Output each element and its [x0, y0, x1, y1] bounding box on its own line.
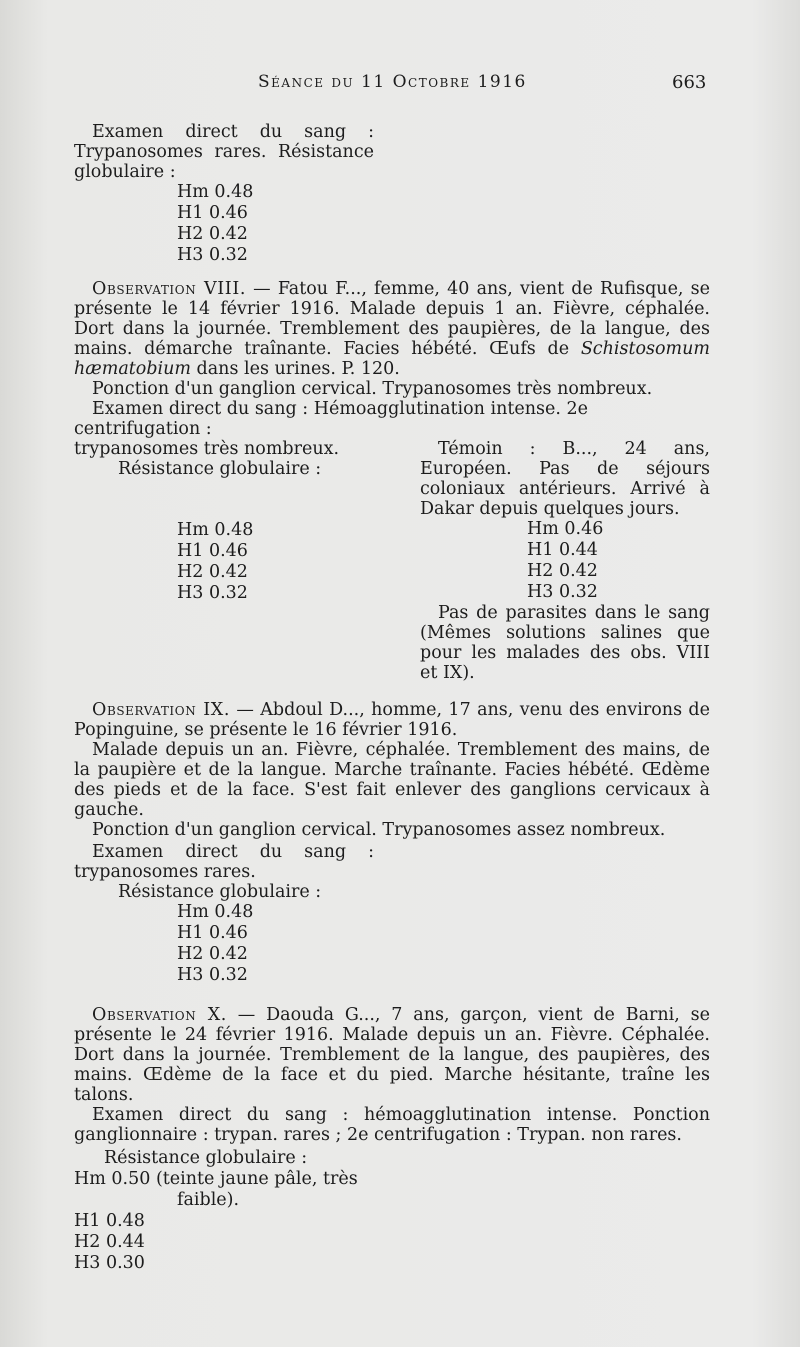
observation-text: Malade depuis un an. Fièvre, céphalée. Tremblement des mains, de la paupière et de la langue. Marche traînante. Facies hébété. Œdème des pieds et de la face. S'est fait enlever des ganglions cervicaux à gauche.: [74, 740, 710, 820]
resistance-value-continued: faible).: [177, 1190, 240, 1210]
resistance-label: Résistance globulaire :: [104, 1148, 308, 1168]
resistance-value: Hm 0.48: [177, 520, 254, 540]
control-resistance-table: [527, 519, 710, 603]
resistance-table: [74, 1148, 710, 1274]
resistance-value: H2 0.42: [177, 944, 248, 964]
observation-heading: Observation VIII.: [92, 279, 246, 299]
observation-viii: [74, 279, 710, 379]
exam-paragraph: Examen direct du sang : hémoagglutination intense. Ponction ganglionnaire : trypan. rares ; 2e centrifugation : Trypan. non rares.: [74, 1105, 710, 1145]
two-column-block: [74, 439, 710, 683]
resistance-value: Hm 0.48: [177, 902, 254, 922]
resistance-value: H1 0.46: [177, 923, 248, 943]
resistance-value: H1 0.46: [177, 541, 248, 561]
ponction-paragraph: Ponction d'un ganglion cervical. Trypanosomes très nombreux.: [92, 379, 653, 399]
resistance-value: H3 0.32: [177, 583, 248, 603]
resistance-value: H2 0.44: [74, 1232, 145, 1252]
resistance-value: H2 0.42: [177, 224, 248, 244]
resistance-value: H1 0.44: [527, 540, 598, 560]
resistance-value: H1 0.48: [74, 1211, 145, 1231]
resistance-value: Hm 0.50 (teinte jaune pâle, très: [74, 1169, 358, 1189]
observation-text: — Daouda G..., 7 ans, garçon, vient de Barni, se présente le 24 février 1916. Malade depuis un an. Fièvre. Céphalée. Dort dans la journée. Tremblement de la langue, des paupières, des mains. Œdème de la face et du pied. Marche hésitante, traîne les talons.: [74, 1005, 710, 1105]
species-name: Schistosomum hæmatobium: [74, 339, 710, 379]
control-description: Témoin : B..., 24 ans, Européen. Pas de séjours coloniaux antérieurs. Arrivé à Dakar depuis quelques jours.: [420, 439, 710, 519]
patient-column: [74, 439, 394, 683]
resistance-value: H2 0.42: [527, 561, 598, 581]
observation-heading: Observation X.: [92, 1005, 227, 1025]
observation-text: — Fatou F..., femme, 40 ans, vient de Rufisque, se présente le 14 février 1916. Malade depuis 1 an. Fièvre, céphalée. Dort dans la journée. Tremblement des paupières, de la langue, des mains. démarche traînante. Facies hébété. Œufs de: [74, 279, 710, 359]
page-header: [0, 72, 800, 98]
exam-paragraph: Examen direct du sang : Hémoagglutination intense. 2e centrifugation :: [74, 399, 588, 439]
exam-paragraph: Examen direct du sang : trypanosomes rares.: [74, 842, 374, 882]
page-body: [74, 122, 710, 1274]
running-title: Séance du 11 Octobre 1916: [258, 72, 527, 92]
resistance-value: H3 0.32: [177, 965, 248, 985]
resistance-table: [177, 902, 710, 986]
ponction-paragraph: Ponction d'un ganglion cervical. Trypanosomes assez nombreux.: [92, 820, 666, 840]
resistance-table-top: [177, 182, 710, 266]
resistance-value: Hm 0.46: [527, 519, 604, 539]
resistance-label: Résistance globulaire :: [118, 882, 322, 902]
patient-line: trypanosomes très nombreux.: [74, 439, 340, 459]
resistance-value: H1 0.46: [177, 203, 248, 223]
observation-text: — Abdoul D..., homme, 17 ans, venu des environs de Popinguine, se présente le 16 février 1916.: [74, 700, 710, 740]
page-number: 663: [672, 72, 707, 93]
resistance-table: [177, 520, 394, 604]
observation-ix: [74, 700, 710, 740]
resistance-value: H3 0.32: [527, 582, 598, 602]
observation-x: [74, 1005, 710, 1105]
observation-heading: Observation IX.: [92, 700, 231, 720]
exam-paragraph-top: Examen direct du sang : Trypanosomes rares. Résistance globulaire :: [74, 122, 374, 182]
resistance-value: H3 0.32: [177, 245, 248, 265]
observation-text: dans les urines. P. 120.: [190, 359, 400, 379]
resistance-value: Hm 0.48: [177, 182, 254, 202]
control-column: [420, 439, 710, 683]
resistance-label: Résistance globulaire :: [118, 459, 322, 479]
resistance-value: H2 0.42: [177, 562, 248, 582]
control-note: Pas de parasites dans le sang (Mêmes solutions salines que pour les malades des obs. VIII et IX).: [420, 603, 710, 683]
resistance-value: H3 0.30: [74, 1253, 145, 1273]
